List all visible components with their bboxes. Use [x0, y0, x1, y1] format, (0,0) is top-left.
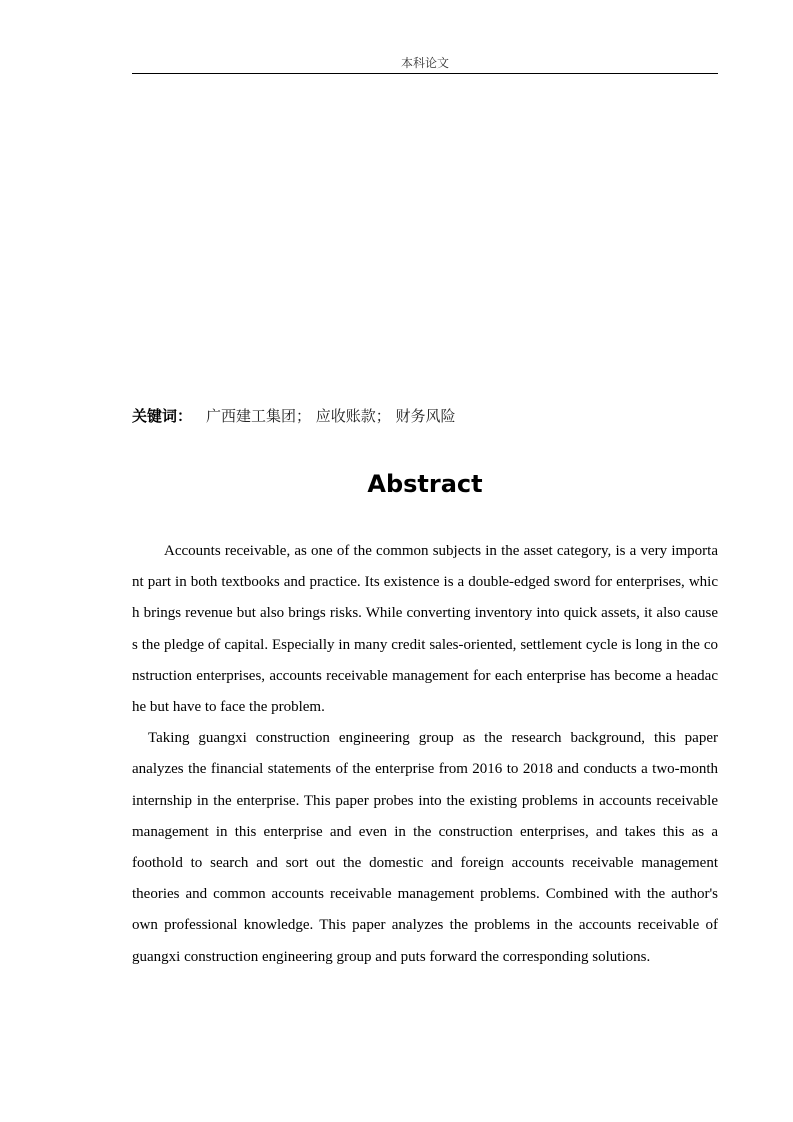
abstract-paragraph: Accounts receivable, as one of the common subjects in the asset category, is a very important part in both textbooks and practice. Its existence is a double-edged sword for enterprises, which brings revenue but also brings risks. While converting inventory into quick assets, it also causes the pledge of capital. Especially in many credit sales-oriented, settlement cycle is long in the construction enterprises, accounts receivable management for each enterprise has become a headache but have to face the problem. — [132, 543, 718, 716]
keywords-label: 关键词： — [132, 407, 193, 425]
abstract-body — [132, 536, 718, 973]
keywords-line — [132, 406, 456, 427]
keywords-value: 广西建工集团； 应收账款； 财务风险 — [206, 407, 456, 425]
abstract-title: Abstract — [367, 470, 483, 498]
page-header: 本科论文 — [400, 56, 449, 70]
header-rule — [132, 73, 718, 74]
abstract-paragraph: Taking guangxi construction engineering group as the research background, this paper analyzes the financial statements of the enterprise from 2016 to 2018 and conducts a two-month internship in the enterprise. This paper probes into the existing problems in accounts receivable management in this enterprise and even in the construction enterprises, and takes this as a foothold to search and sort out the domestic and foreign accounts receivable management theories and common accounts receivable management problems. Combined with the author's own professional knowledge. This paper analyzes the problems in the accounts receivable of guangxi construction engineering group and puts forward the corresponding solutions. — [132, 730, 718, 965]
